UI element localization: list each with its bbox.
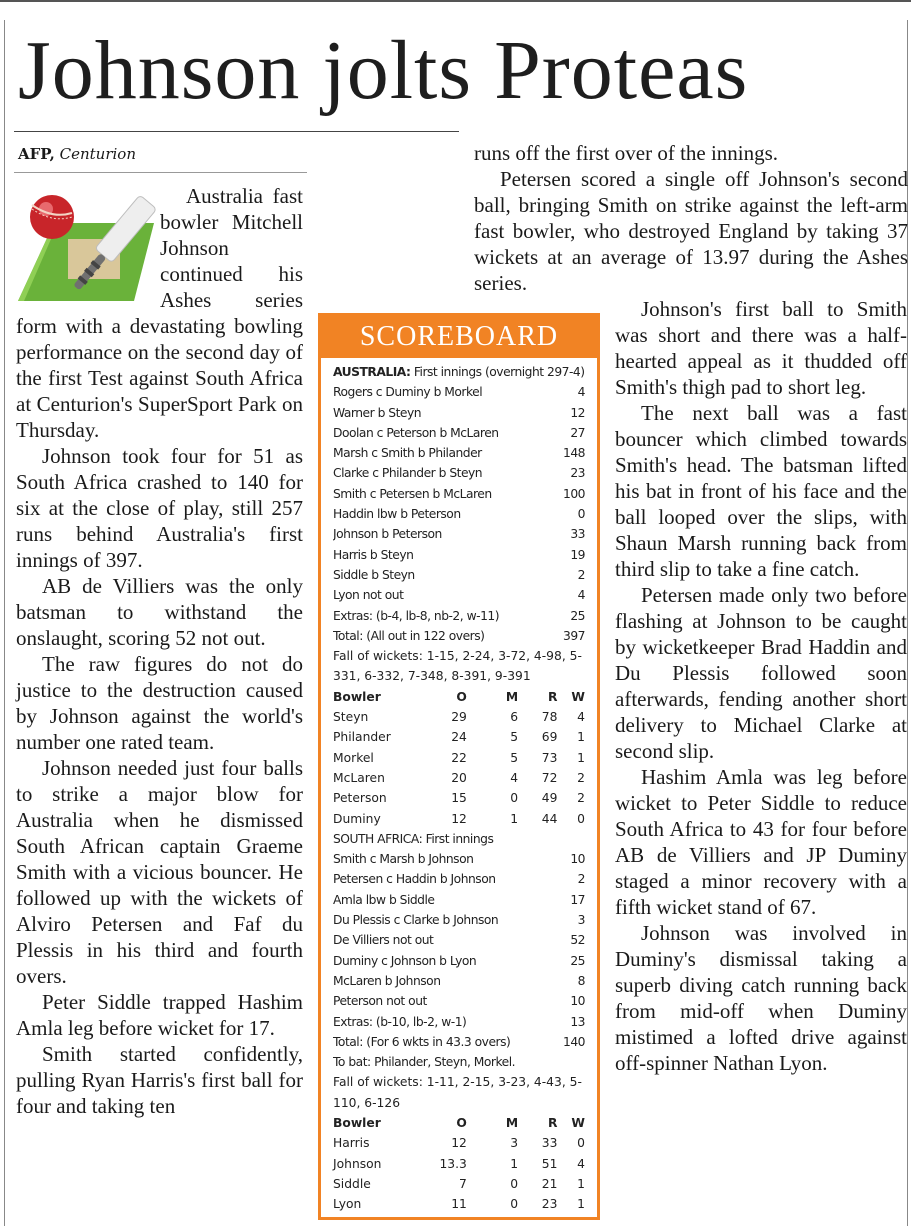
header-bowler: Bowler [333, 689, 381, 704]
batsman-dismissal: Extras: (b-10, lb-2, w-1) [333, 1014, 467, 1029]
bowler-runs: 73 [541, 750, 558, 765]
bowling-row [333, 788, 585, 808]
top-border [0, 0, 911, 2]
sa-to-bat: To bat: Philander, Steyn, Morkel. [333, 1055, 516, 1070]
batsman-dismissal: Siddle b Steyn [333, 567, 415, 582]
bowler-name: Harris [333, 1136, 370, 1151]
bowler-wickets: 0 [577, 811, 585, 826]
batsman-dismissal: Total: (All out in 122 overs) [333, 628, 485, 643]
batsman-runs: 10 [570, 994, 585, 1009]
batting-row [333, 890, 585, 910]
bowler-runs: 51 [541, 1156, 558, 1171]
batsman-dismissal: Smith c Petersen b McLaren [333, 486, 492, 501]
batting-row [333, 910, 585, 930]
bowler-overs: 24 [451, 730, 467, 745]
paragraph: Australia fast bowler Mitchell Johnson continued his Ashes series form with a devastating bowling performance on the second day of the first Test against South Africa at Centurion's SuperSport Park on Thursday. [16, 184, 303, 442]
header-wickets: W [571, 689, 585, 704]
bowler-maidens: 3 [510, 1136, 519, 1151]
batsman-dismissal: Total: (For 6 wkts in 43.3 overs) [333, 1034, 511, 1049]
headline: Johnson jolts Proteas [18, 24, 749, 117]
headline-rule [14, 131, 459, 132]
paragraph: Petersen made only two before flashing at Johnson to be caught by wicketkeeper Brad Haddin and Du Plessis followed soon afterwards, fending another short delivery to Michael Clarke at second slip. [615, 583, 907, 763]
aus-innings-label: First innings (overnight 297-4) [410, 365, 585, 379]
batsman-runs: 4 [577, 385, 585, 400]
batsman-runs: 2 [577, 567, 585, 582]
batting-row [333, 991, 585, 1011]
batsman-dismissal: Johnson b Peterson [333, 527, 442, 542]
batsman-runs: 100 [563, 486, 585, 501]
batsman-dismissal: Warner b Steyn [333, 405, 422, 420]
batsman-dismissal: Du Plessis c Clarke b Johnson [333, 913, 499, 928]
bowler-runs: 78 [541, 710, 558, 725]
bowler-name: Duminy [333, 811, 381, 826]
bowling-row [333, 809, 585, 829]
bowler-wickets: 1 [577, 1176, 585, 1191]
bowler-maidens: 0 [510, 1197, 519, 1212]
batsman-runs: 25 [570, 953, 585, 968]
aus-fall-of-wickets: Fall of wickets: 1-15, 2-24, 3-72, 4-98, 5-331, 6-332, 7-348, 8-391, 9-391 [333, 649, 582, 684]
batting-row [333, 606, 585, 626]
paragraph: The raw figures do not do justice to the destruction caused by Johnson against the world's number one rated team. [16, 652, 303, 754]
batsman-runs: 140 [563, 1034, 585, 1049]
batsman-runs: 2 [577, 872, 585, 887]
batsman-runs: 13 [570, 1014, 585, 1029]
paragraph: Smith started confidently, pulling Ryan Harris's first ball for four and taking ten [16, 1042, 303, 1118]
sa-bowling-header [333, 687, 585, 707]
byline-place: Centurion [59, 145, 137, 163]
batting-row [333, 971, 585, 991]
article-column-1 [16, 183, 303, 1119]
aus-bowling-header [333, 1113, 585, 1133]
batting-row [333, 951, 585, 971]
batting-row [333, 484, 585, 504]
bowler-runs: 23 [541, 1197, 558, 1212]
paragraph: Johnson needed just four balls to strike a major blow for Australia when he dismissed South African captain Graeme Smith with a vicious bouncer. He followed up with the wickets of Alviro Petersen and Faf du Plessis in his third and fourth overs. [16, 756, 303, 988]
bowler-runs: 72 [541, 770, 558, 785]
batting-row [333, 1012, 585, 1032]
batsman-runs: 52 [570, 933, 585, 948]
header-wickets: W [571, 1115, 585, 1130]
bowler-maidens: 5 [510, 750, 519, 765]
batting-row [333, 524, 585, 544]
bowler-name: Morkel [333, 750, 374, 765]
batsman-runs: 23 [570, 466, 585, 481]
bowler-name: McLaren [333, 770, 385, 785]
article-column-3 [615, 296, 907, 1076]
bowler-maidens: 4 [510, 770, 519, 785]
paragraph: Johnson took four for 51 as South Africa crashed to 140 for six at the close of play, still 257 runs behind Australia's first innings of 397. [16, 444, 303, 572]
bowler-runs: 44 [541, 811, 558, 826]
paragraph: Hashim Amla was leg before wicket to Peter Siddle to reduce South Africa to 43 for four before AB de Villiers and JP Duminy staged a minor recovery with a fifth wicket stand of 67. [615, 765, 907, 919]
bowler-runs: 69 [541, 730, 558, 745]
bowler-wickets: 2 [577, 770, 585, 785]
batsman-runs: 397 [563, 628, 585, 643]
scoreboard-body [321, 358, 597, 1214]
batsman-runs: 17 [570, 892, 585, 907]
header-bowler: Bowler [333, 1115, 381, 1130]
bowler-maidens: 0 [510, 1176, 519, 1191]
paragraph: Peter Siddle trapped Hashim Amla leg before wicket for 17. [16, 990, 303, 1040]
header-overs: O [456, 689, 467, 704]
paragraph: Petersen scored a single off Johnson's second ball, bringing Smith on strike against the left-arm fast bowler, who destroyed England by taking 37 wickets at an average of 13.97 during the Ashes series. [474, 167, 908, 295]
bowler-overs: 22 [451, 750, 467, 765]
bowler-name: Siddle [333, 1176, 371, 1191]
bowler-wickets: 2 [577, 791, 585, 806]
bowler-wickets: 1 [577, 730, 585, 745]
batting-row [333, 869, 585, 889]
bowler-wickets: 4 [577, 710, 585, 725]
batsman-runs: 27 [570, 425, 585, 440]
batting-row [333, 930, 585, 950]
bowler-name: Steyn [333, 710, 369, 725]
sa-innings-header: SOUTH AFRICA: First innings [333, 831, 494, 846]
batting-row [333, 849, 585, 869]
header-maidens: M [505, 1115, 519, 1130]
bowler-wickets: 0 [577, 1136, 585, 1151]
bowler-overs: 20 [451, 770, 467, 785]
batsman-runs: 3 [577, 913, 585, 928]
scoreboard-title: SCOREBOARD [321, 316, 597, 358]
batsman-dismissal: Duminy c Johnson b Lyon [333, 953, 477, 968]
bowler-runs: 33 [541, 1136, 558, 1151]
aus-team-label: AUSTRALIA: [333, 365, 411, 379]
batsman-dismissal: Petersen c Haddin b Johnson [333, 872, 496, 887]
header-maidens: M [505, 689, 519, 704]
batsman-dismissal: Extras: (b-4, lb-8, nb-2, w-11) [333, 608, 500, 623]
batsman-dismissal: Haddin lbw b Peterson [333, 507, 461, 522]
bowler-wickets: 1 [577, 750, 585, 765]
bowler-runs: 49 [541, 791, 558, 806]
sa-bowling-list [333, 707, 585, 829]
batsman-dismissal: Amla lbw b Siddle [333, 892, 435, 907]
batsman-runs: 8 [577, 973, 585, 988]
header-overs: O [456, 1115, 467, 1130]
batting-row [333, 382, 585, 402]
aus-batting-list [333, 382, 585, 646]
bowling-row [333, 768, 585, 788]
bowler-wickets: 4 [577, 1156, 585, 1171]
left-border [4, 20, 5, 1226]
batsman-runs: 33 [570, 527, 585, 542]
article-column-2 [474, 140, 908, 296]
bowler-name: Lyon [333, 1197, 362, 1212]
batsman-dismissal: De Villiers not out [333, 933, 434, 948]
bowler-overs: 11 [451, 1197, 467, 1212]
batsman-runs: 4 [577, 588, 585, 603]
batsman-runs: 19 [570, 547, 585, 562]
aus-bowling-list [333, 1133, 585, 1214]
sa-batting-list [333, 849, 585, 1052]
bowler-maidens: 5 [510, 730, 519, 745]
byline-agency: AFP, [18, 145, 55, 163]
header-runs: R [547, 1115, 558, 1130]
batsman-runs: 0 [577, 507, 585, 522]
batsman-dismissal: Lyon not out [333, 588, 404, 603]
byline [18, 144, 136, 164]
batsman-dismissal: McLaren b Johnson [333, 973, 441, 988]
batting-row [333, 565, 585, 585]
batting-row [333, 626, 585, 646]
batsman-dismissal: Rogers c Duminy b Morkel [333, 385, 483, 400]
bowler-overs: 13.3 [439, 1156, 467, 1171]
batting-row [333, 463, 585, 483]
bowler-overs: 29 [451, 710, 467, 725]
bowler-overs: 12 [451, 811, 467, 826]
bowler-runs: 21 [541, 1176, 558, 1191]
header-runs: R [547, 689, 558, 704]
bowling-row [333, 1133, 585, 1153]
bowling-row [333, 707, 585, 727]
cricket-ball-bat-icon [14, 183, 160, 313]
batsman-dismissal: Harris b Steyn [333, 547, 414, 562]
bowler-name: Johnson [333, 1156, 382, 1171]
batting-row [333, 403, 585, 423]
batsman-dismissal: Doolan c Peterson b McLaren [333, 425, 499, 440]
bowler-maidens: 1 [510, 1156, 519, 1171]
bowler-overs: 15 [451, 791, 467, 806]
bowler-overs: 7 [459, 1176, 467, 1191]
byline-rule [14, 172, 307, 173]
batsman-dismissal: Peterson not out [333, 994, 427, 1009]
paragraph: The next ball was a fast bouncer which climbed towards Smith's head. The batsman lifted his bat in front of his face and the ball looped over the slips, with Shaun Marsh running back from third slip to take a fine catch. [615, 401, 907, 581]
sa-fall-of-wickets: Fall of wickets: 1-11, 2-15, 3-23, 4-43, 5-110, 6-126 [333, 1075, 582, 1110]
bowling-row [333, 1154, 585, 1174]
bowling-row [333, 727, 585, 747]
bowling-row [333, 748, 585, 768]
batting-row [333, 1032, 585, 1052]
paragraph: runs off the first over of the innings. [474, 141, 779, 165]
bowling-row [333, 1194, 585, 1214]
bowling-row [333, 1174, 585, 1194]
batting-row [333, 504, 585, 524]
bowler-overs: 12 [451, 1136, 467, 1151]
bowler-maidens: 0 [510, 791, 519, 806]
batting-row [333, 545, 585, 565]
batsman-runs: 148 [563, 446, 585, 461]
batsman-runs: 25 [570, 608, 585, 623]
bowler-name: Philander [333, 730, 391, 745]
aus-innings-header [333, 362, 585, 382]
paragraph: AB de Villiers was the only batsman to withstand the onslaught, scoring 52 not out. [16, 574, 303, 650]
bowler-maidens: 6 [510, 710, 519, 725]
bowler-maidens: 1 [510, 811, 519, 826]
batsman-dismissal: Clarke c Philander b Steyn [333, 466, 483, 481]
paragraph: Johnson's first ball to Smith was short and there was a half-hearted appeal as it thudded off Smith's thigh pad to short leg. [615, 297, 907, 399]
bowler-name: Peterson [333, 791, 387, 806]
batting-row [333, 423, 585, 443]
batting-row [333, 443, 585, 463]
bowler-wickets: 1 [577, 1197, 585, 1212]
batsman-dismissal: Smith c Marsh b Johnson [333, 852, 474, 867]
batsman-dismissal: Marsh c Smith b Philander [333, 446, 482, 461]
batsman-runs: 10 [570, 852, 585, 867]
batsman-runs: 12 [570, 405, 585, 420]
batting-row [333, 585, 585, 605]
scoreboard-box [318, 313, 600, 1220]
paragraph: Johnson was involved in Duminy's dismissal taking a superb diving catch running back from mid-off when Duminy mistimed a lofted drive against off-spinner Nathan Lyon. [615, 921, 907, 1075]
